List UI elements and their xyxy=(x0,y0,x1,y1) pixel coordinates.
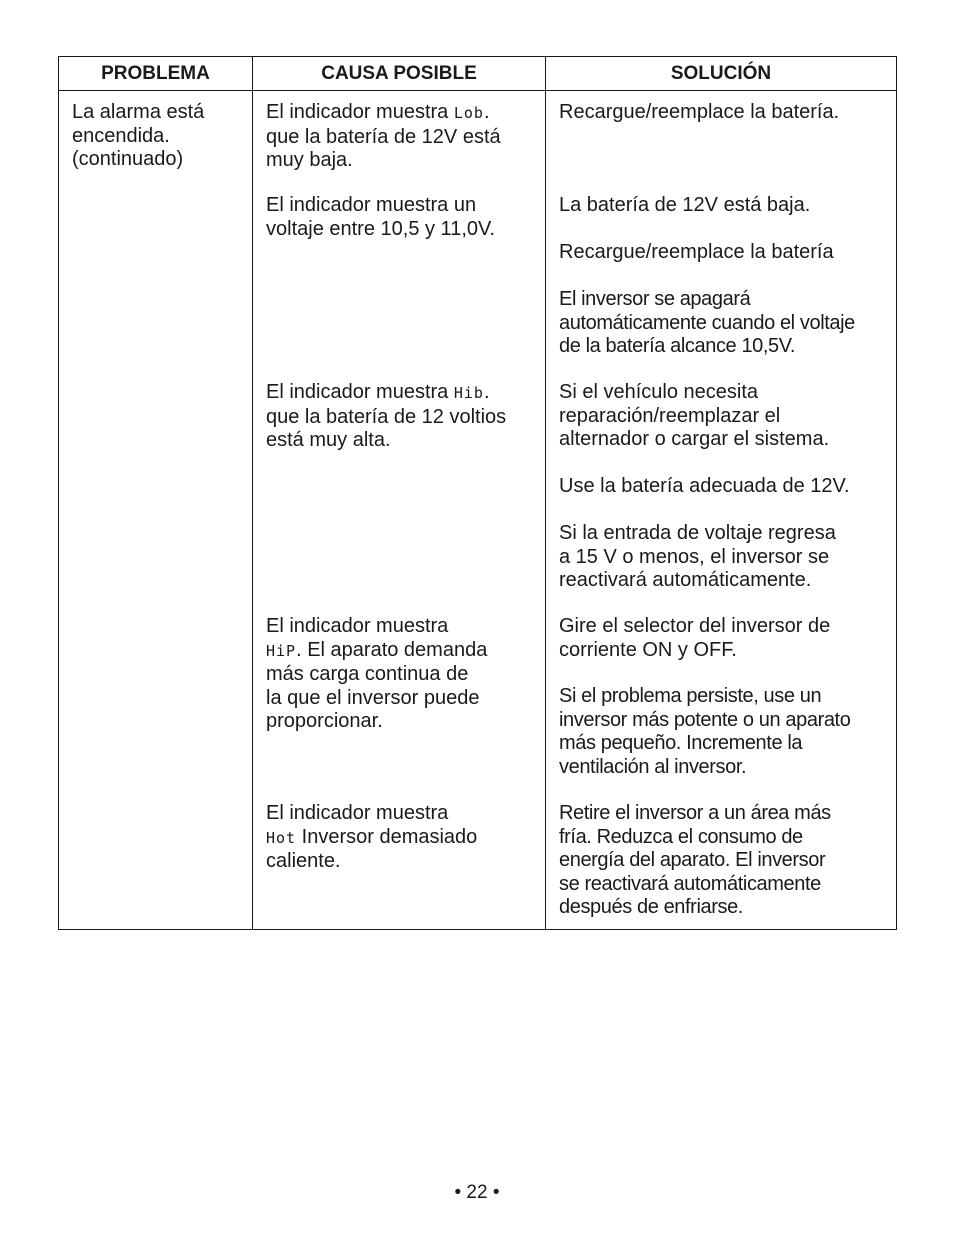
cause-text: . xyxy=(483,101,490,123)
solution-line: Use la batería adecuada de 12V. xyxy=(559,475,850,497)
cause-cell xyxy=(253,91,546,930)
page-number: • 22 • xyxy=(454,1182,500,1203)
cause-block-hot xyxy=(266,802,533,874)
solution-block xyxy=(559,194,884,218)
indicator-code-hot: Hot xyxy=(266,828,297,847)
cause-line: proporcionar. xyxy=(266,710,383,732)
solution-line: Si la entrada de voltaje regresa xyxy=(559,522,836,544)
solution-line: ventilación al inversor. xyxy=(559,755,747,778)
solution-line: a 15 V o menos, el inversor se xyxy=(559,545,830,568)
solution-line: fría. Reduzca el consumo de xyxy=(559,825,803,848)
cause-line: que la batería de 12 voltios xyxy=(266,405,507,428)
solution-block xyxy=(559,522,884,593)
solution-line: se reactivará automáticamente xyxy=(559,872,821,895)
solution-line: Recargue/reemplace la batería. xyxy=(559,101,840,123)
cause-block-hib xyxy=(266,381,533,453)
cause-block-hip xyxy=(266,615,533,734)
cause-line: que la batería de 12V está xyxy=(266,125,501,148)
problem-cell xyxy=(59,91,253,930)
indicator-code-hip: HiP xyxy=(266,641,297,660)
solution-line: más pequeño. Incremente la xyxy=(559,732,803,754)
solution-line: automáticamente cuando el voltaje xyxy=(559,311,855,334)
solution-line: de la batería alcance 10,5V. xyxy=(559,335,796,357)
solution-block xyxy=(559,381,884,452)
cause-text: El indicador muestra xyxy=(266,101,454,123)
cause-line: voltaje entre 10,5 y 11,0V. xyxy=(266,217,496,240)
solution-line: La batería de 12V está baja. xyxy=(559,194,811,216)
problem-line: encendida. xyxy=(72,124,170,147)
solution-line: Recargue/reemplace la batería xyxy=(559,241,834,263)
solution-line: inversor más potente o un aparato xyxy=(559,708,851,731)
cause-text: . xyxy=(483,381,490,403)
header-problem: PROBLEMA xyxy=(59,57,253,91)
problem-line: La alarma está xyxy=(72,101,205,123)
cause-line: muy baja. xyxy=(266,149,353,171)
problem-line: (continuado) xyxy=(72,148,184,170)
cause-line: El indicador muestra un xyxy=(266,194,477,216)
solution-block xyxy=(559,802,884,920)
header-solution: SOLUCIÓN xyxy=(546,57,897,91)
solution-block xyxy=(559,288,884,359)
solution-line: reparación/reemplazar el xyxy=(559,404,781,427)
cause-block-voltage xyxy=(266,194,533,241)
solution-line: Si el problema persiste, use un xyxy=(559,685,822,707)
cause-line: la que el inversor puede xyxy=(266,686,480,709)
cause-line: está muy alta. xyxy=(266,429,391,451)
solution-line: corriente ON y OFF. xyxy=(559,638,737,661)
solution-line: después de enfriarse. xyxy=(559,896,743,918)
cause-text: Inversor demasiado xyxy=(296,825,478,848)
solution-cell xyxy=(546,91,897,930)
solution-line: alternador o cargar el sistema. xyxy=(559,428,830,450)
table-row xyxy=(59,91,897,930)
cause-text: . El aparato demanda xyxy=(296,638,488,661)
solution-block xyxy=(559,475,884,499)
table-header-row xyxy=(59,57,897,91)
solution-line: El inversor se apagará xyxy=(559,288,751,310)
cause-line: caliente. xyxy=(266,850,341,872)
cause-text: El indicador muestra xyxy=(266,381,454,403)
cause-line: más carga continua de xyxy=(266,663,469,685)
cause-line: El indicador muestra xyxy=(266,802,449,824)
solution-block xyxy=(559,241,884,265)
solution-line: Gire el selector del inversor de xyxy=(559,615,831,637)
solution-block xyxy=(559,615,884,662)
solution-block xyxy=(559,685,884,779)
cause-block-lob xyxy=(266,101,533,173)
indicator-code-hib: Hib xyxy=(453,384,484,402)
cause-line: El indicador muestra xyxy=(266,615,449,637)
indicator-code-lob: Lob xyxy=(453,104,484,122)
solution-line: energía del aparato. El inversor xyxy=(559,849,826,871)
solution-line: Retire el inversor a un área más xyxy=(559,802,831,824)
solution-line: reactivará automáticamente. xyxy=(559,569,812,591)
troubleshooting-table xyxy=(58,56,897,930)
solution-line: Si el vehículo necesita xyxy=(559,381,759,403)
solution-block xyxy=(559,101,884,125)
header-cause: CAUSA POSIBLE xyxy=(253,57,546,91)
